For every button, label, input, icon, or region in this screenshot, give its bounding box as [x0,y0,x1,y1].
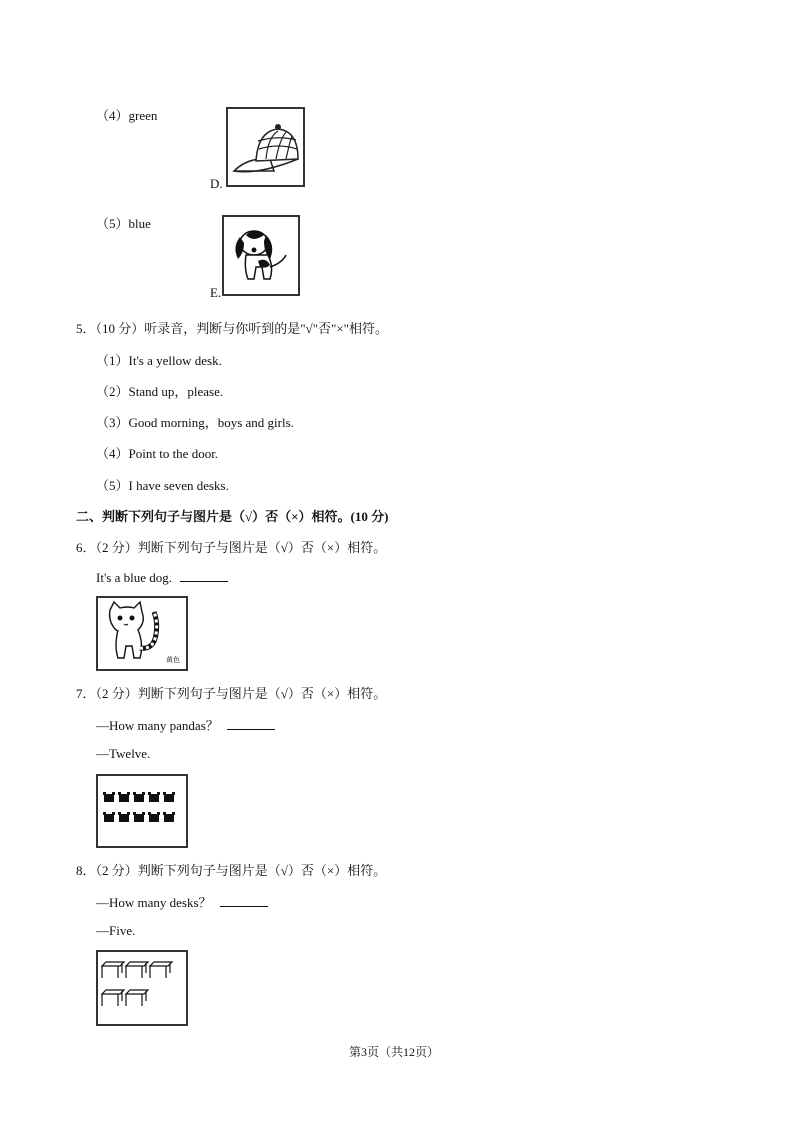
cat-picture-label: 黄色 [166,656,180,664]
dialogue-text: —How many pandas？ [96,718,219,733]
pandas-icon [98,776,186,846]
cap-icon [228,109,303,185]
option-letter-d: D. [210,176,223,191]
page-footer: 第3页（共12页） [349,1045,440,1059]
answer-blank[interactable] [180,569,228,582]
question-7-title: 7．（2 分）判断下列句子与图片是（√）否（×）相符。 [76,686,387,701]
option-4 [96,105,157,124]
answer-blank[interactable] [220,894,268,907]
option-letter-e: E. [210,285,222,300]
question-8-line-2: —Five. [96,923,136,938]
question-7-line-1 [96,715,275,734]
desks-picture [96,950,188,1026]
question-6-title: 6．（2 分）判断下列句子与图片是（√）否（×）相符。 [76,540,387,555]
desks-icon [98,952,186,1024]
q5-item-2: （2）Stand up，please. [96,384,224,399]
dog-picture [222,215,300,296]
question-8-title: 8．（2 分）判断下列句子与图片是（√）否（×）相符。 [76,863,387,878]
question-5-title: 5．（10 分）听录音，判断与你听到的是"√"否"×"相符。 [76,321,388,336]
question-7-line-2: —Twelve. [96,746,151,761]
q5-item-4: （4）Point to the door. [96,446,219,461]
q5-item-1: （1）It's a yellow desk. [96,353,222,368]
answer-blank[interactable] [227,717,275,730]
question-8-line-1 [96,892,268,911]
option-word: green [128,108,158,123]
option-word: blue [128,216,151,231]
dialogue-text: —How many desks？ [96,895,212,910]
pandas-picture [96,774,188,848]
section-2-heading: 二、判断下列句子与图片是（√）否（×）相符。(10 分) [76,509,389,524]
option-num: （4） [96,108,129,123]
option-num: （5） [96,216,129,231]
dog-icon [224,217,298,294]
sentence-text: It's a blue dog. [96,570,172,585]
q5-item-3: （3）Good morning，boys and girls. [96,415,294,430]
q5-item-5: （5）I have seven desks. [96,478,229,493]
option-5 [96,213,151,232]
cap-picture [226,107,305,187]
cat-picture [96,596,188,671]
question-6-sentence [96,569,228,586]
